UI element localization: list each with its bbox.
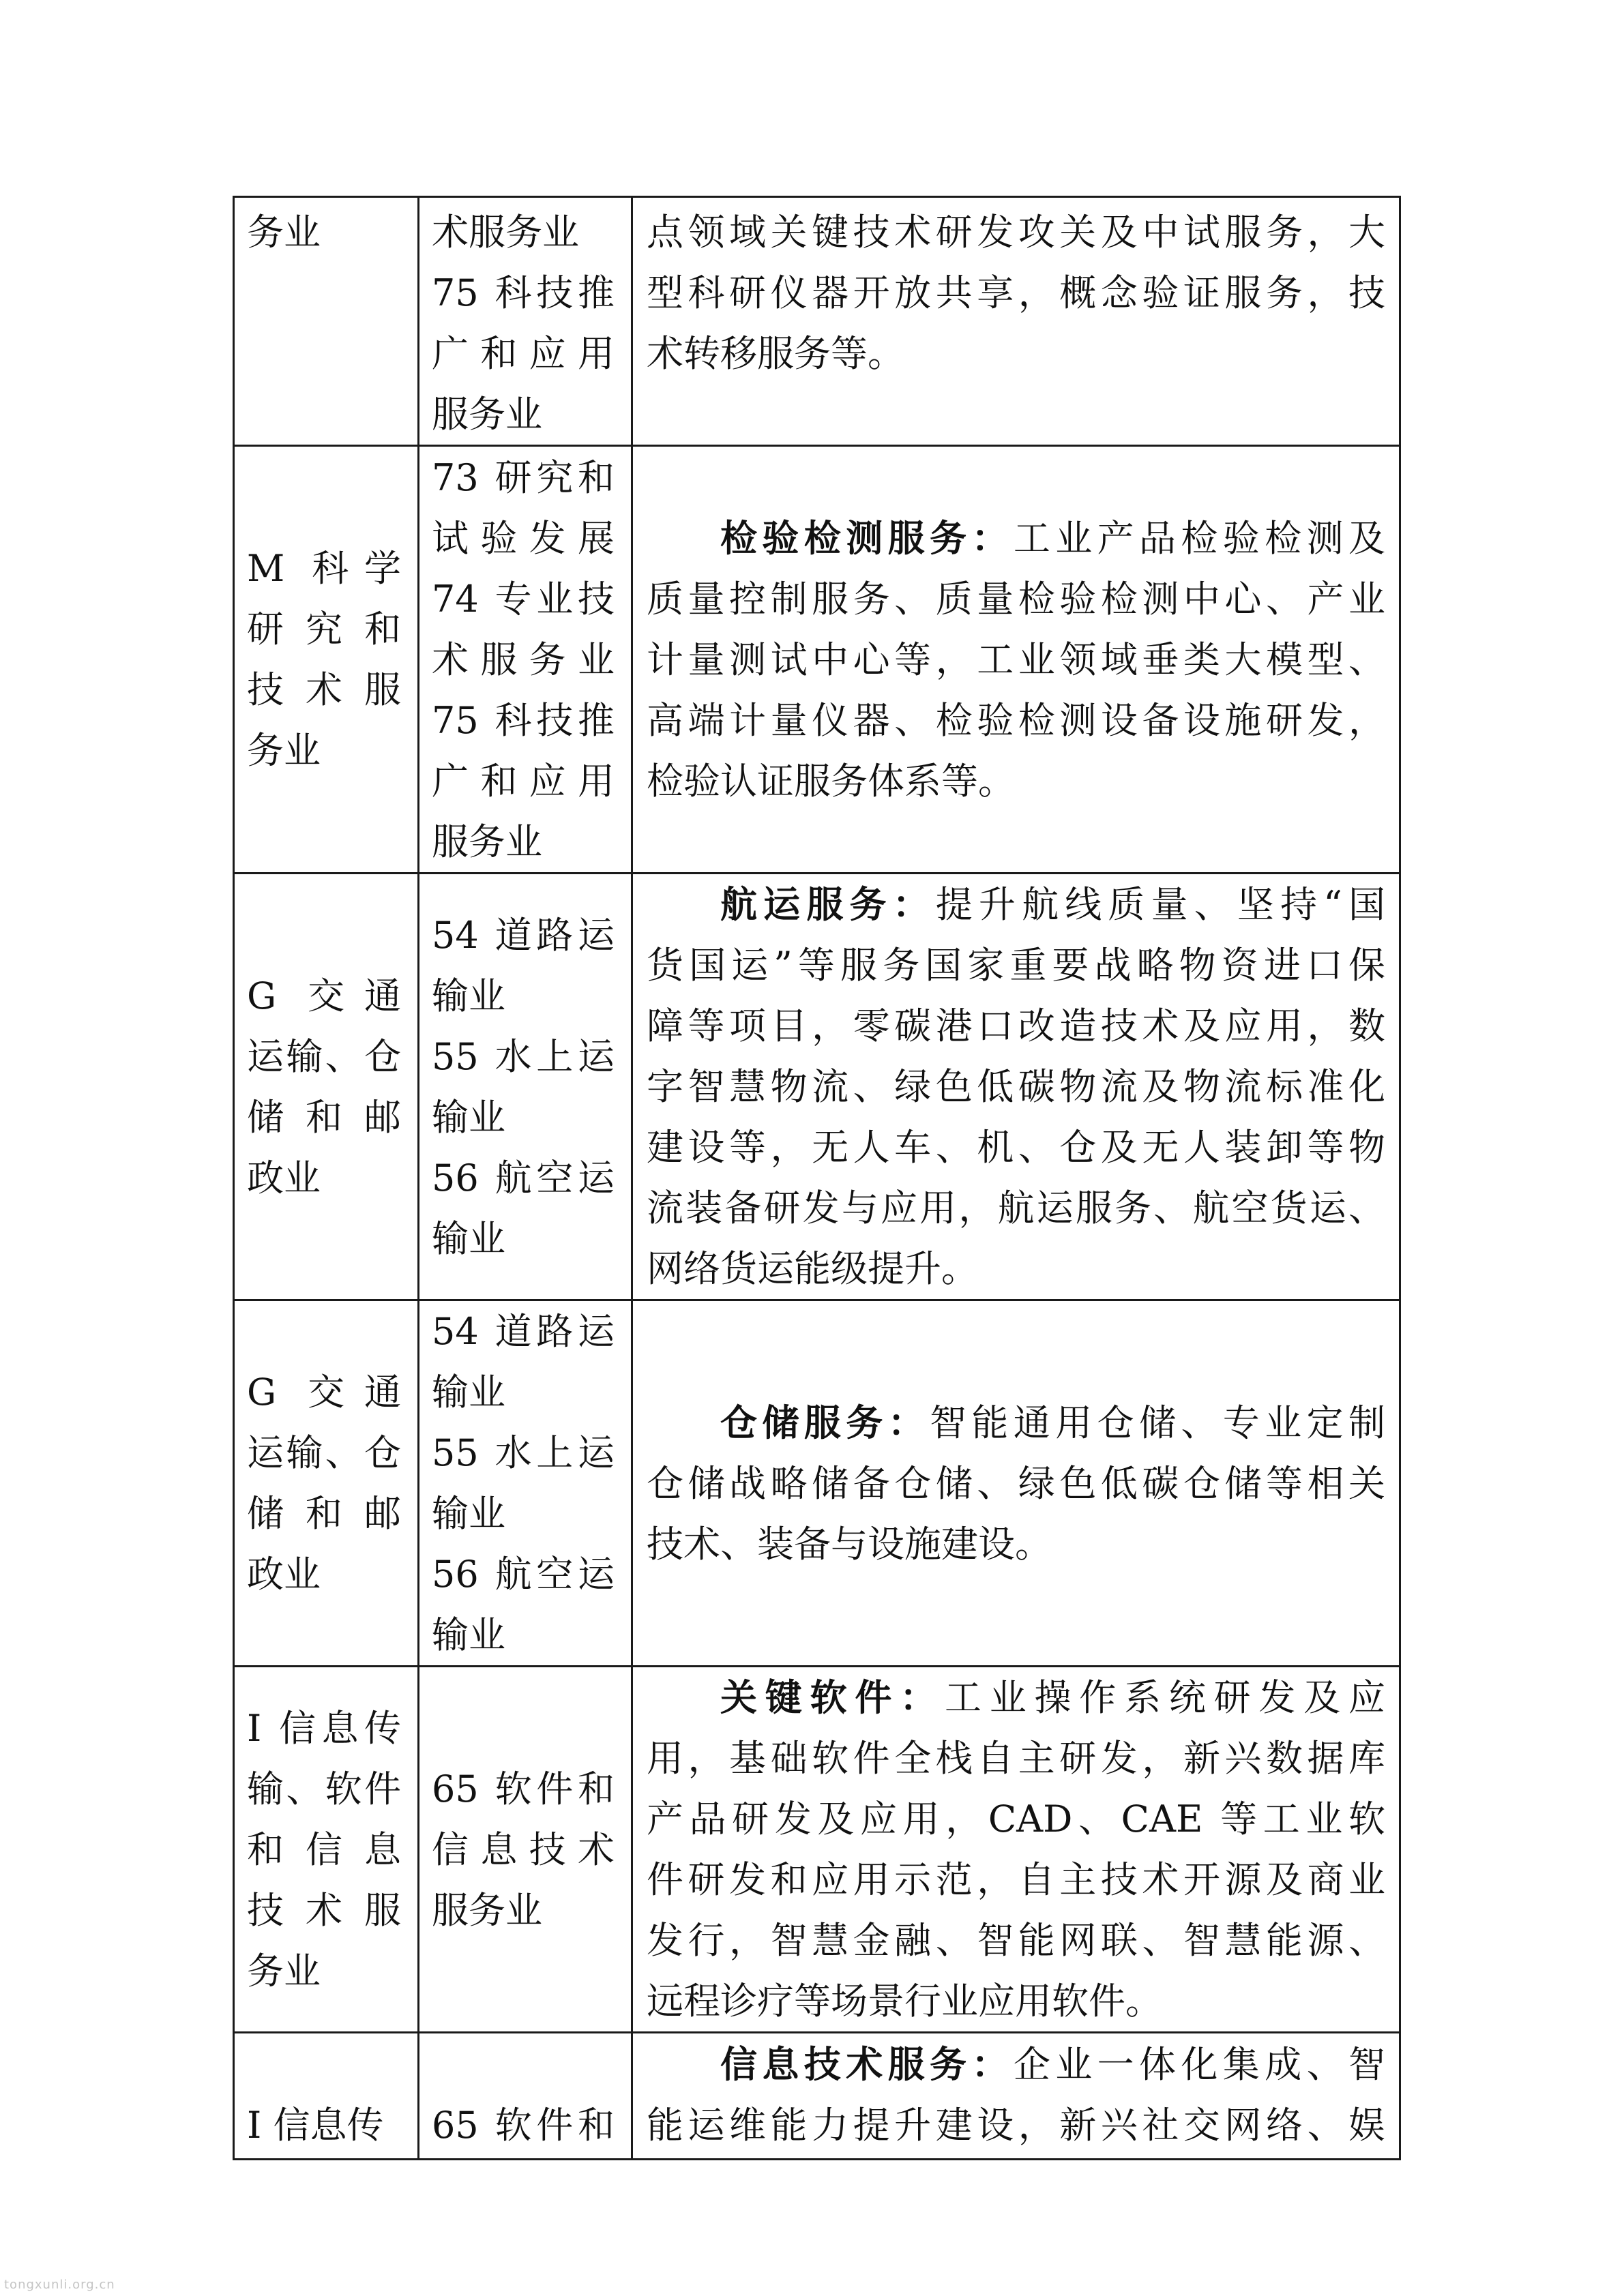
watermark: tongxunli.org.cn — [4, 2278, 115, 2292]
content-line: 高端计量仪器、检验检测设备设施研发， — [647, 698, 1385, 742]
table-row — [234, 874, 1400, 1300]
industry-line: 政业 — [247, 1156, 321, 1199]
industry-line: 务业 — [247, 729, 321, 772]
industry-line: G 交通 — [247, 974, 401, 1017]
code-line: 信息技术 — [432, 1828, 615, 1871]
content-line: 建设等，无人车、机、仓及无人装卸等物 — [647, 1126, 1385, 1169]
code-line: 服务业 — [432, 393, 542, 436]
content-line: 型科研仪器开放共享，概念验证服务，技 — [647, 271, 1385, 314]
content-line — [647, 1667, 1385, 1728]
content-line: 流装备研发与应用，航运服务、航空货运、 — [647, 1187, 1385, 1229]
industry-line: G 交通 — [247, 1371, 401, 1414]
code-cell — [419, 1300, 632, 1667]
code-cell — [419, 1667, 632, 2033]
industry-line: I 信息传 — [247, 1706, 401, 1750]
code-cell — [419, 874, 632, 1300]
content-cell — [632, 446, 1400, 874]
content-line: 产品研发及应用，CAD、CAE 等工业软 — [647, 1798, 1385, 1840]
content-line: 障等项目，零碳港口改造技术及应用，数 — [647, 1004, 1385, 1047]
code-line: 试验发展 — [432, 516, 615, 560]
content-text: 智能通用仓储、专业定制 — [930, 1401, 1385, 1444]
industry-cell — [234, 1300, 419, 1667]
content-line: 网络货运能级提升。 — [647, 1247, 978, 1290]
content-cell — [632, 1667, 1400, 2033]
industry-line: I 信息传 — [247, 2104, 384, 2147]
content-line — [647, 874, 1385, 935]
code-line: 输业 — [432, 1217, 505, 1260]
industry-line: 技术服 — [247, 668, 401, 711]
content-line: 货国运”等服务国家重要战略物资进口保 — [647, 944, 1385, 987]
content-text: 工业操作系统研发及应 — [944, 1676, 1386, 1719]
content-cell — [632, 874, 1400, 1300]
code-line: 输业 — [432, 1492, 505, 1535]
table-body — [234, 197, 1400, 2160]
code-line: 输业 — [432, 1613, 505, 1656]
industry-cell — [234, 197, 419, 446]
code-line: 56 航空运 — [432, 1156, 615, 1199]
code-line: 65 软件和 — [432, 2104, 615, 2147]
content-line: 仓储战略储备仓储、绿色低碳仓储等相关 — [647, 1461, 1385, 1505]
industry-line: 研究和 — [247, 608, 401, 651]
code-line: 54 道路运 — [432, 1310, 615, 1353]
table-row — [234, 1300, 1400, 1667]
content-line — [647, 508, 1385, 569]
code-line: 术服务业 — [432, 638, 615, 681]
content-line: 用，基础软件全栈自主研发，新兴数据库 — [647, 1737, 1385, 1780]
code-line: 73 研究和 — [432, 456, 615, 499]
content-line — [647, 2034, 1385, 2095]
industry-cell — [234, 874, 419, 1300]
content-cell — [632, 1300, 1400, 1667]
content-line: 点领域关键技术研发攻关及中试服务，大 — [647, 211, 1385, 254]
content-line — [647, 1392, 1385, 1453]
industry-cell — [234, 446, 419, 874]
content-line: 计量测试中心等，工业领域垂类大模型、 — [647, 638, 1385, 681]
term-label: 航运服务： — [720, 882, 936, 926]
code-line: 75 科技推 — [432, 271, 615, 314]
code-line: 56 航空运 — [432, 1553, 615, 1596]
term-label: 仓储服务： — [720, 1400, 930, 1444]
industry-line: 政业 — [247, 1553, 321, 1596]
code-line: 广和应用 — [432, 759, 615, 803]
table-row — [234, 197, 1400, 446]
code-line: 75 科技推 — [432, 698, 615, 742]
code-line: 输业 — [432, 1371, 505, 1414]
industry-line: 储和邮 — [247, 1492, 401, 1535]
industry-line: 技术服 — [247, 1888, 401, 1932]
code-line: 74 专业技 — [432, 577, 615, 621]
industry-line: 运输、仓 — [247, 1431, 401, 1474]
industry-cell — [234, 1667, 419, 2033]
industry-line: 务业 — [247, 211, 321, 254]
industry-table — [233, 196, 1401, 2160]
term-label: 信息技术服务： — [720, 2042, 1014, 2086]
industry-line: 运输、仓 — [247, 1034, 401, 1078]
content-line: 发行，智慧金融、智能网联、智慧能源、 — [647, 1919, 1385, 1962]
code-line: 54 道路运 — [432, 913, 615, 957]
code-line: 输业 — [432, 1095, 505, 1139]
content-line: 技术、装备与设施建设。 — [647, 1522, 1052, 1566]
industry-line: 输、软件 — [247, 1767, 401, 1810]
code-cell — [419, 2033, 632, 2160]
code-line: 服务业 — [432, 1888, 542, 1932]
code-line: 输业 — [432, 974, 505, 1017]
code-cell — [419, 197, 632, 446]
industry-line: 务业 — [247, 1949, 321, 1993]
code-line: 55 水上运 — [432, 1034, 615, 1078]
content-line: 件研发和应用示范，自主技术开源及商业 — [647, 1858, 1385, 1901]
table-row — [234, 2033, 1400, 2160]
term-label: 检验检测服务： — [720, 516, 1014, 560]
industry-cell — [234, 2033, 419, 2160]
industry-line: 储和邮 — [247, 1095, 401, 1139]
content-cell — [632, 197, 1400, 446]
code-line: 术服务业 — [432, 211, 579, 254]
content-line: 质量控制服务、质量检验检测中心、产业 — [647, 577, 1385, 621]
code-line: 广和应用 — [432, 332, 615, 375]
code-line: 55 水上运 — [432, 1431, 615, 1474]
code-cell — [419, 446, 632, 874]
content-text: 提升航线质量、坚持“国 — [935, 883, 1385, 926]
industry-line: M 科学 — [247, 547, 401, 590]
content-cell — [632, 2033, 1400, 2160]
content-text: 工业产品检验检测及 — [1013, 516, 1386, 560]
table-row — [234, 1667, 1400, 2033]
content-text: 企业一体化集成、智 — [1013, 2043, 1386, 2086]
content-line: 能运维能力提升建设，新兴社交网络、娱 — [647, 2104, 1385, 2147]
content-line: 术转移服务等。 — [647, 332, 904, 375]
code-line: 65 软件和 — [432, 1767, 615, 1810]
content-line: 远程诊疗等场景行业应用软件。 — [647, 1980, 1162, 2023]
content-line: 字智慧物流、绿色低碳物流及物流标准化 — [647, 1065, 1385, 1108]
table-row — [234, 446, 1400, 874]
term-label: 关键软件： — [720, 1675, 945, 1719]
content-line: 检验认证服务体系等。 — [647, 759, 1015, 803]
industry-line: 和信息 — [247, 1828, 401, 1871]
code-line: 服务业 — [432, 820, 542, 863]
